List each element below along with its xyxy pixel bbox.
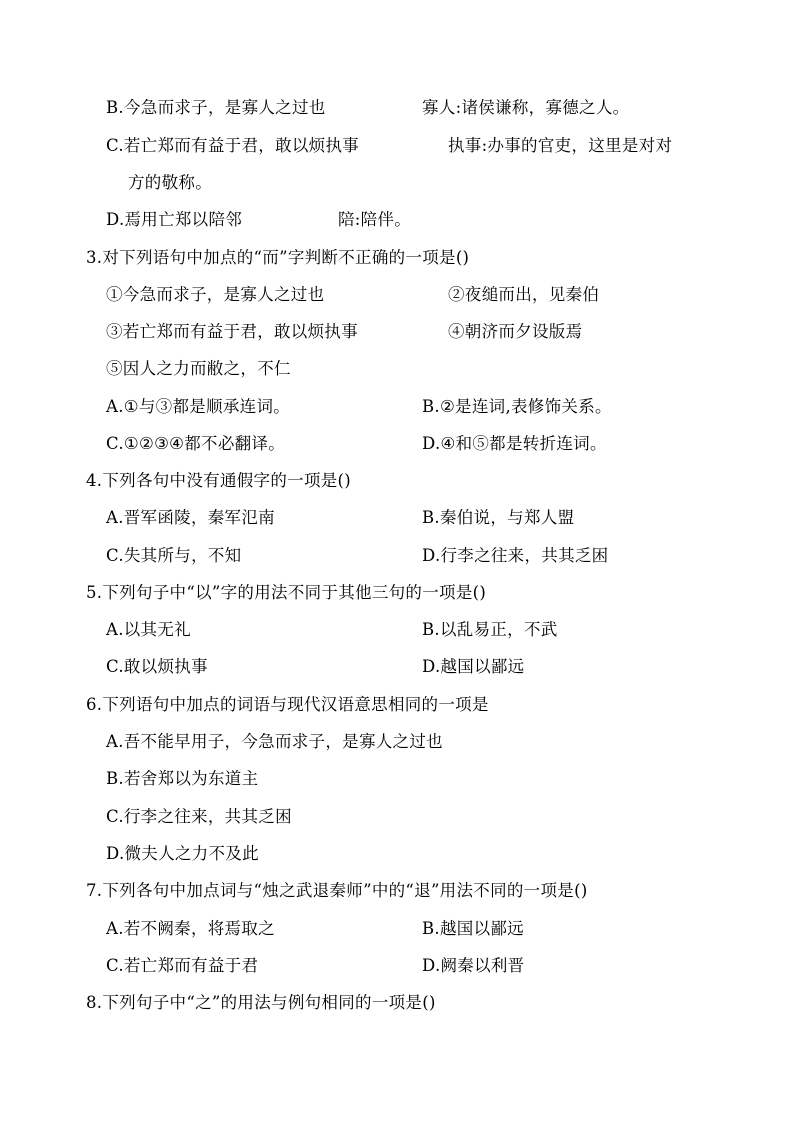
option-a: A.吾不能早用子，今急而求子，是寡人之过也: [106, 732, 443, 751]
question-6-stem: 6.下列语句中加点的词语与现代汉语意思相同的一项是: [86, 695, 489, 714]
sentence-4: ④朝济而夕设版焉: [448, 322, 583, 341]
option-c: C.行李之往来，共其乏困: [106, 807, 292, 826]
sentence-1: ①今急而求子，是寡人之过也: [106, 285, 325, 304]
sentence-2: ②夜缒而出，见秦伯: [448, 285, 600, 304]
sentence-3: ③若亡郑而有益于君，敢以烦执事: [106, 322, 358, 341]
option-a: A.晋军函陵，秦军氾南: [106, 508, 275, 527]
option-c-continuation: 方的敬称。: [128, 173, 212, 192]
option-c: C.敢以烦执事: [106, 657, 208, 676]
option-b: B.以乱易正，不武: [422, 620, 558, 639]
annotation: 寡人:诸侯谦称，寡德之人。: [422, 98, 630, 117]
option-a: A.①与③都是顺承连词。: [106, 397, 291, 416]
question-8-stem: 8.下列句子中“之”的用法与例句相同的一项是(): [86, 993, 436, 1012]
option-text: C.若亡郑而有益于君，敢以烦执事: [106, 136, 360, 155]
question-5-stem: 5.下列句子中“以”字的用法不同于其他三句的一项是(): [86, 583, 487, 602]
option-c: [106, 136, 359, 156]
annotation: 执事:办事的官吏，这里是对对: [448, 136, 673, 155]
option-d: D.微夫人之力不及此: [106, 844, 259, 863]
option-a: A.以其无礼: [106, 620, 191, 639]
option-d: [106, 210, 242, 230]
option-c: C.①②③④都不必翻译。: [106, 434, 286, 453]
option-b: [106, 98, 326, 118]
option-b: B.越国以鄙远: [422, 919, 524, 938]
option-b: B.秦伯说，与郑人盟: [422, 508, 575, 527]
option-d: D.阙秦以利晋: [422, 956, 525, 975]
question-3-stem: 3.对下列语句中加点的“而”字判断不正确的一项是(): [86, 248, 470, 267]
option-d: D.④和⑤都是转折连词。: [422, 434, 607, 453]
option-d: D.行李之往来，共其乏困: [422, 546, 609, 565]
option-c: C.失其所与，不知: [106, 546, 242, 565]
option-c: C.若亡郑而有益于君: [106, 956, 259, 975]
option-a: A.若不阙秦，将焉取之: [106, 919, 275, 938]
sentence-5: ⑤因人之力而敝之，不仁: [106, 359, 291, 378]
question-4-stem: 4.下列各句中没有通假字的一项是(): [86, 471, 352, 490]
annotation: 陪:陪伴。: [338, 210, 412, 229]
option-text: D.焉用亡郑以陪邻: [106, 210, 243, 229]
option-text: B.今急而求子，是寡人之过也: [106, 98, 326, 117]
option-d: D.越国以鄙远: [422, 657, 525, 676]
question-7-stem: 7.下列各句中加点词与“烛之武退秦师”中的“退”用法不同的一项是(): [86, 881, 588, 900]
option-b: B.若舍郑以为东道主: [106, 769, 259, 788]
option-b: B.②是连词,表修饰关系。: [422, 397, 612, 416]
